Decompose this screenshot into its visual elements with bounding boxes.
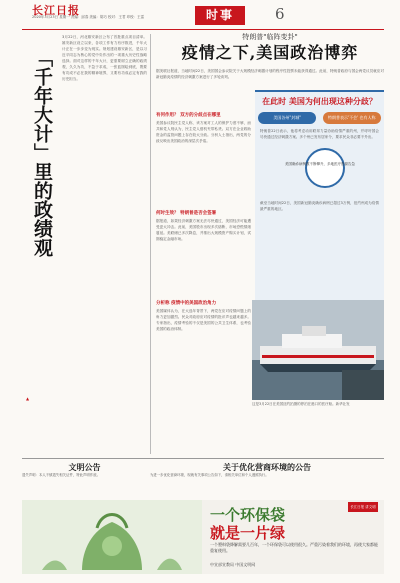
lower-title-1: 文明公告 [68,462,101,472]
body-text-3: 美国媒体认为，在大选年背景下，两党在应对疫情问题上的角力更加激烈。民众对政府应对疫情的批评声也越来越多。专家指出，疫情考验的不仅是美国的公共卫生体系，也考验美国的政治体制。 [156,309,251,331]
panel-graphic-circle [305,148,345,188]
lower-column-2 [150,461,384,499]
strip-rule [22,458,384,459]
panel-badges [255,112,384,124]
panel-graphic [265,148,374,192]
body-text-1: 美国参议院民主党人称，该方案对工人的保护力度不够，而共和党人则认为，民主党人借机夹带私货。双方在企业救助资金的监管问题上存在较大分歧。分析人士指出，两党的分歧反映出美国政治的深层次矛盾。 [156,121,251,143]
panel-graphic-note: 美国确诊病例数不断攀升，多地医疗资源告急 [285,162,355,166]
masthead [0,0,400,28]
ad-stamp: 长江日报 讲文明 [348,502,378,512]
public-service-ad [22,500,384,574]
commentary-byline: ▲ [26,396,30,401]
newspaper-logo: 长江日报 [32,4,80,17]
main-kicker: 特朗普"临阵变卦" [242,33,298,41]
panel-badge-2: 特朗普表示'不会' 也有人称 [323,112,381,124]
main-title-block [156,31,384,63]
ad-title-line-2: 就是一片绿 [210,524,286,542]
lower-title-2: 关于优化营商环境的公告 [223,462,311,472]
ad-subtitle: 一个塑料袋降解需要几百年，一个环保袋可以使用很久。严重污染着我们的环境，再使大家都能重复使用。 [210,542,378,553]
news-photo [252,300,384,400]
main-headline: 疫情之下,美国政治博弈 [181,43,359,62]
ad-illustration [22,500,202,574]
dateline: 2020年3月23日 星期一 责编：邱春 美编：胡巧 校对：王君 印校：王雷 [32,15,145,19]
main-lead: 据美联社报道，当地时间22日，美国国会参议院关于大规模经济刺激计划的程序性投票未能获得通过。此前，特朗普政府与国会两党议员就应对新冠肺炎疫情的经济刺激方案进行了多轮谈判。 [156,69,384,79]
body-text-2: 据报道，如果经济刺激方案无法尽快通过，美国经济可能遭受更大冲击。此前，美国股市出现多次熔断，市场恐慌情绪蔓延。美联储已多次降息，并推出大规模资产购买计划，试图稳定金融市场。 [156,219,251,241]
page-number: 6 [275,5,285,23]
ad-footer: 中宣部宣教局 中国文明网 [210,562,256,567]
panel-text: 特朗普22日表示，他将考虑动用联邦力量协助疫情严重的州，并呼吁国会尽快通过经济刺激方案。多个州已发布居家令，要求民众非必要不外出。 [260,129,379,139]
commentary-heading: 「千年大计」里的政绩观 [31,48,53,257]
photo-caption: 这是3月22日在美国纽约拍摄的停泊在港口的医疗船。新华社发 [252,402,350,406]
section-tag: 时事 [195,6,245,25]
ship-photo-illustration [252,300,384,400]
panel-text-2: 截至当地时间22日，美国新冠肺炎确诊病例已超过3万例，纽约州成为疫情最严重的地区。 [260,201,379,211]
panel-title: 在此时 美国为何出现这种分歧？ [262,96,377,106]
column-rule [150,34,151,454]
top-rule [22,29,384,30]
subhead-2: 何时生效？ 特朗普是否会签署 [156,211,217,216]
lower-text-2: 为进一步优化营商环境，现就有关事项公告如下，请相关单位和个人遵照执行。 [150,473,269,477]
commentary-text: 3月22日，河北雄安新区公布了首批重点项目清单。雄安新区设立以来，各项工作有力有序推进，千年大计正在一步步变为现实。规划建设雄安新区，是以习近平同志为核心的党中央作出的一项重大历史性战略选择。面对这样的千年大计，更需要树立正确的政绩观，久久为功，不急于求成，一张蓝图绘到底，既要有功成不必在我的精神境界，又要有功成必定有我的历史担当。 [62,35,147,81]
ad-title-line-1: 一个环保袋 [210,506,286,524]
subhead-3: 分析称 疫情中的美国政治角力 [156,301,217,306]
commentary-column [22,34,149,454]
lower-column-1 [22,461,147,499]
panel-badge-1: 美国各州"封城" [258,112,316,124]
subhead-1: 有何作用？ 双方的分歧点在哪里 [156,113,221,118]
lower-text-1: 遗失声明：本人不慎遗失相关证件，特此声明作废。 [22,473,100,477]
